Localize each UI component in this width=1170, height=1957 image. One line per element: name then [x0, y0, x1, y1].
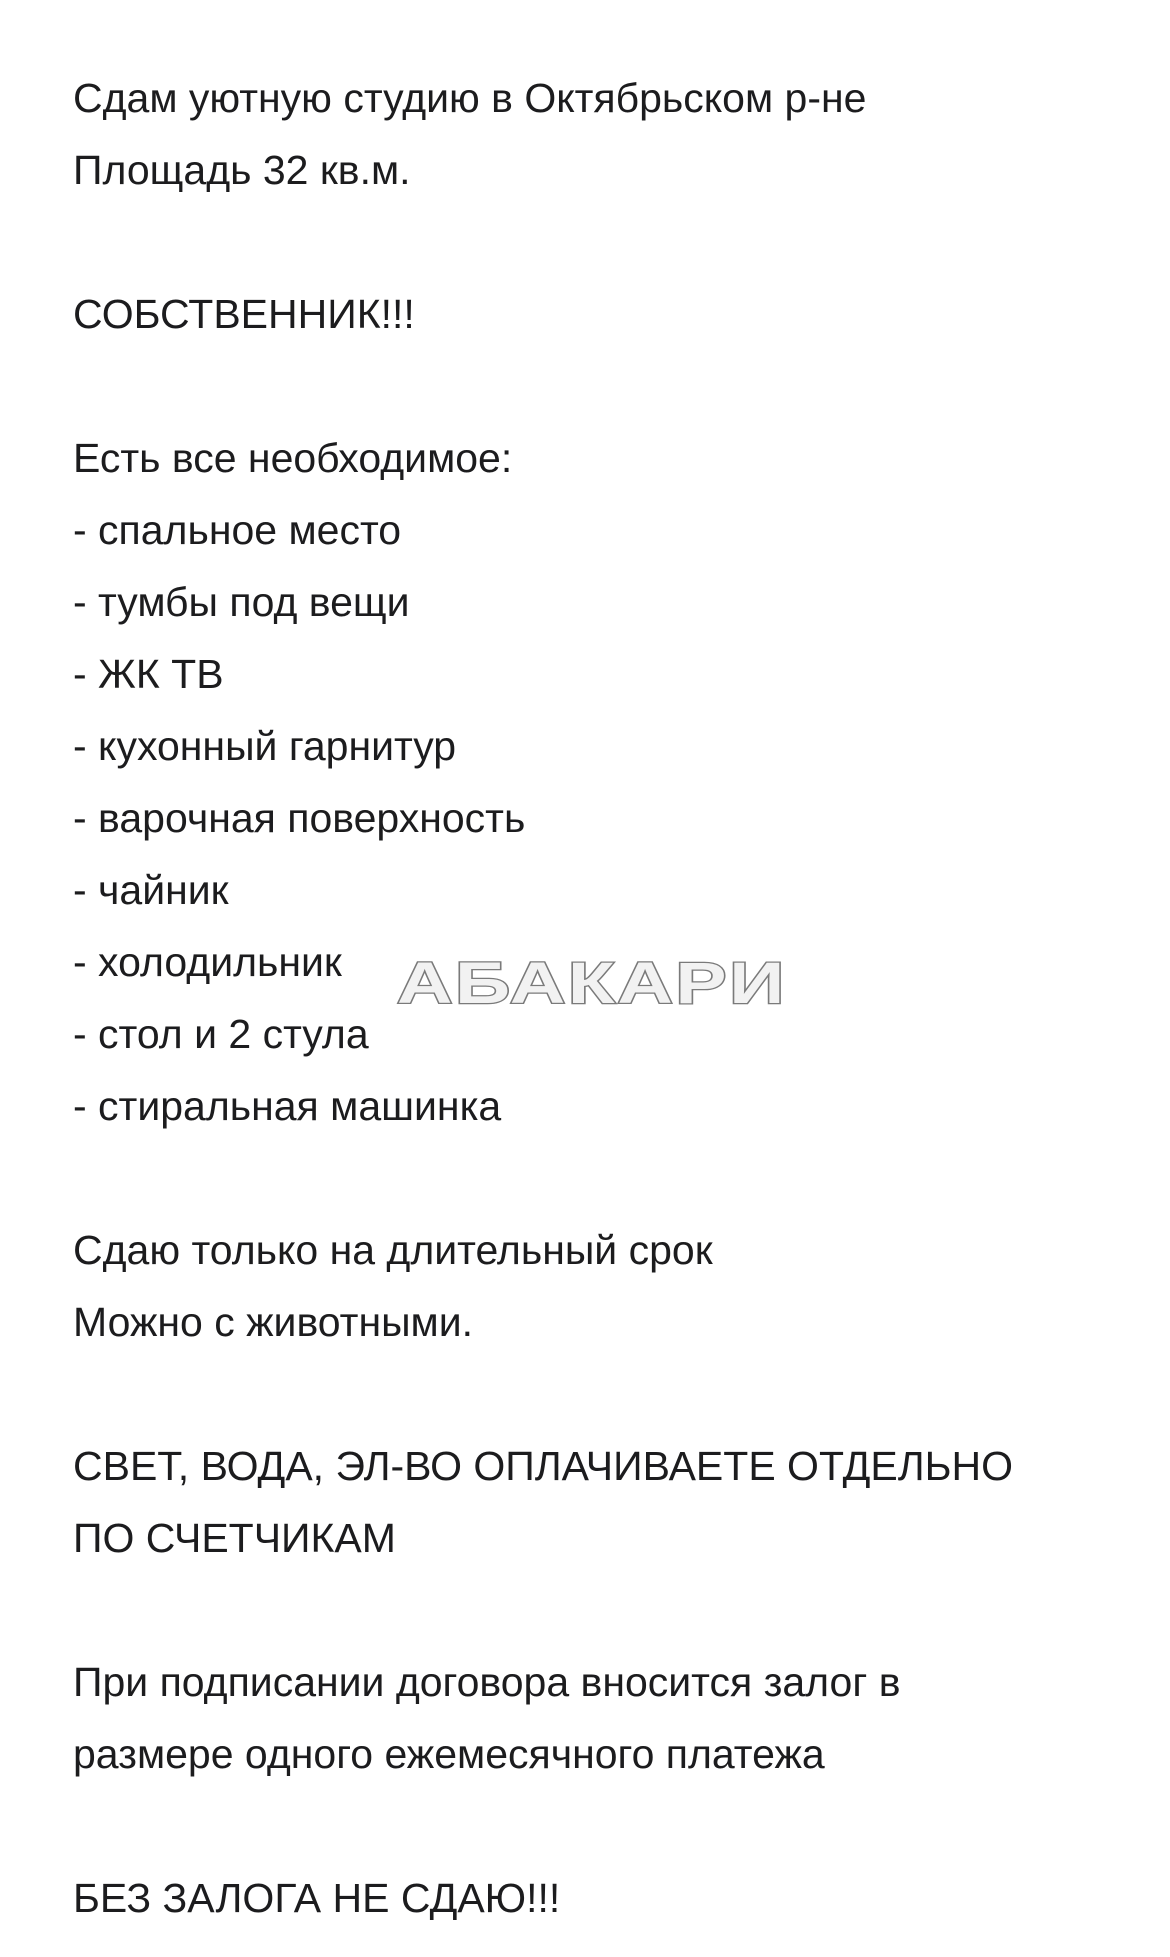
watermark-text: АБАКАРИ	[397, 953, 787, 1013]
spacer	[73, 1358, 1123, 1430]
spacer	[73, 1790, 1123, 1862]
owner-notice: СОБСТВЕННИК!!!	[73, 291, 415, 337]
amenity-item: - стиральная машинка	[73, 1083, 502, 1129]
amenity-item: - варочная поверхность	[73, 795, 526, 841]
amenity-item: - чайник	[73, 867, 229, 913]
amenity-item: - ЖК ТВ	[73, 651, 224, 697]
title-line-1: Сдам уютную студию в Октябрьском р-не	[73, 75, 867, 121]
deposit-line-2: размере одного ежемесячного платежа	[73, 1731, 825, 1777]
watermark-logo-graphic	[392, 953, 792, 1013]
amenity-item: - стол и 2 стула	[73, 1011, 369, 1057]
utilities-line-1: СВЕТ, ВОДА, ЭЛ-ВО ОПЛАЧИВАЕТЕ ОТДЕЛЬНО	[73, 1443, 1014, 1489]
amenity-item: - холодильник	[73, 939, 342, 985]
spacer	[73, 206, 1123, 278]
deposit-warning: БЕЗ ЗАЛОГА НЕ СДАЮ!!!	[73, 1875, 561, 1921]
amenity-item: - тумбы под вещи	[73, 579, 410, 625]
title-line-2: Площадь 32 кв.м.	[73, 147, 411, 193]
pets-line: Можно с животными.	[73, 1299, 474, 1345]
watermark-logo	[392, 953, 792, 1013]
spacer	[73, 1142, 1123, 1214]
spacer	[73, 350, 1123, 422]
amenity-item: - кухонный гарнитур	[73, 723, 457, 769]
amenities-list	[73, 494, 1123, 1142]
term-line: Сдаю только на длительный срок	[73, 1227, 713, 1273]
amenity-item: - спальное место	[73, 507, 402, 553]
deposit-line-1: При подписании договора вносится залог в	[73, 1659, 901, 1705]
spacer	[73, 1574, 1123, 1646]
amenities-heading: Есть все необходимое:	[73, 435, 513, 481]
utilities-line-2: ПО СЧЕТЧИКАМ	[73, 1515, 396, 1561]
